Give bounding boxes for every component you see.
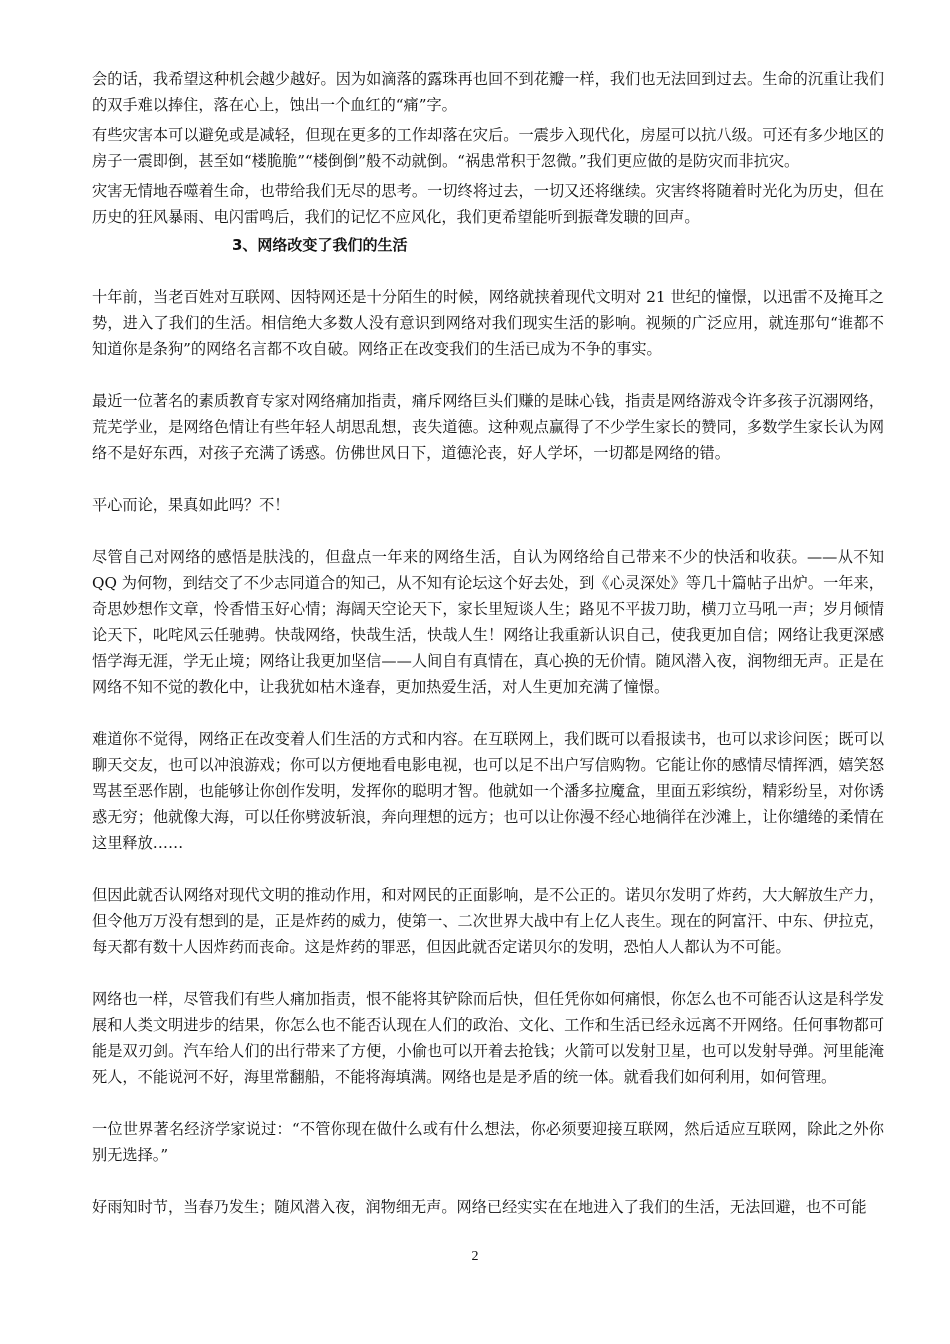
paragraph: 有些灾害本可以避免或是减轻，但现在更多的工作却落在灾后。一震步入现代化，房屋可以抗八级。可还有多少地区的房子一震即倒，甚至如“楼脆脆”“楼倒倒”般不动就倒。“祸患常积于忽微。”我们更应做的是防灾而非抗灾。 (92, 126, 884, 170)
paragraph: 会的话，我希望这种机会越少越好。因为如滴落的露珠再也回不到花瓣一样，我们也无法回到过去。生命的沉重让我们的双手难以捧住，落在心上，蚀出一个血红的“痛”字。 (92, 70, 884, 114)
paragraph: 平心而论，果真如此吗？不！ (92, 496, 290, 514)
paragraph: 网络也一样，尽管我们有些人痛加指责，恨不能将其铲除而后快，但任凭你如何痛恨，你怎么也不可能否认这是科学发展和人类文明进步的结果，你怎么也不能否认现在人们的政治、文化、工作和生活已经永远离不开网络。任何事物都可能是双刃剑。汽车给人们的出行带来了方便，小偷也可以开着去抢钱；火箭可以发射卫星，也可以发射导弹。河里能淹死人，不能说河不好，海里常翻船，不能将海填满。网络也是是矛盾的统一体。就看我们如何利用，如何管理。 (92, 990, 884, 1086)
paragraph: 好雨知时节，当春乃发生；随风潜入夜，润物细无声。网络已经实实在在地进入了我们的生活，无法回避，也不可能 (92, 1198, 867, 1216)
paragraph: 一位世界著名经济学家说过：“不管你现在做什么或有什么想法，你必须要迎接互联网，然后适应互联网，除此之外你别无选择。” (92, 1120, 884, 1164)
paragraph: 最近一位著名的素质教育专家对网络痛加指责，痛斥网络巨头们赚的是昧心钱，指责是网络游戏令许多孩子沉溺网络，荒芜学业，是网络色情让有些年轻人胡思乱想，丧失道德。这种观点赢得了不少学生家长的赞同，多数学生家长认为网络不是好东西，对孩子充满了诱惑。仿佛世风日下，道德沦丧，好人学坏，一切都是网络的错。 (92, 392, 884, 462)
page-number: 2 (471, 1249, 479, 1264)
paragraph: 但因此就否认网络对现代文明的推动作用，和对网民的正面影响，是不公正的。诺贝尔发明了炸药，大大解放生产力，但令他万万没有想到的是，正是炸药的威力，使第一、二次世界大战中有上亿人丧生。现在的阿富汗、中东、伊拉克，每天都有数十人因炸药而丧命。这是炸药的罪恶，但因此就否定诺贝尔的发明，恐怕人人都认为不可能。 (92, 886, 884, 956)
paragraph: 十年前，当老百姓对互联网、因特网还是十分陌生的时候，网络就挟着现代文明对 21 世纪的憧憬，以迅雷不及掩耳之势，进入了我们的生活。相信绝大多数人没有意识到网络对我们现实生活的影响。视频的广泛应用，就连那句“谁都不知道你是条狗”的网络名言都不攻自破。网络正在改变我们的生活已成为不争的事实。 (92, 288, 884, 358)
paragraph: 尽管自己对网络的感悟是肤浅的，但盘点一年来的网络生活，自认为网络给自己带来不少的快活和收获。——从不知 QQ 为何物，到结交了不少志同道合的知己，从不知有论坛这个好去处，到《心灵深处》等几十篇帖子出炉。一年来，奇思妙想作文章，怜香惜玉好心情；海阔天空论天下，家长里短谈人生；路见不平拔刀助，横刀立马吼一声；岁月倾情论天下，叱咤风云任驰骋。快哉网络，快哉生活，快哉人生！网络让我重新认识自己，使我更加自信；网络让我更深感悟学海无涯，学无止境；网络让我更加坚信——人间自有真情在，真心换的无价情。随风潜入夜，润物细无声。正是在网络不知不觉的教化中，让我犹如枯木逢春，更加热爱生活，对人生更加充满了憧憬。 (92, 548, 884, 696)
paragraph: 难道你不觉得，网络正在改变着人们生活的方式和内容。在互联网上，我们既可以看报读书，也可以求诊问医；既可以聊天交友，也可以冲浪游戏；你可以方便地看电影电视，也可以足不出户写信购物。它能让你的感情尽情挥洒，嬉笑怒骂甚至恶作剧，也能够让你创作发明，发挥你的聪明才智。他就如一个潘多拉魔盒，里面五彩缤纷，精彩纷呈，对你诱惑无穷；他就像大海，可以任你劈波斩浪，奔向理想的远方；也可以让你漫不经心地徜徉在沙滩上，让你缱绻的柔情在这里释放…… (92, 730, 884, 852)
section-heading: 3、网络改变了我们的生活 (232, 236, 408, 254)
page-content (92, 66, 884, 1220)
paragraph: 灾害无情地吞噬着生命，也带给我们无尽的思考。一切终将过去，一切又还将继续。灾害终将随着时光化为历史，但在历史的狂风暴雨、电闪雷鸣后，我们的记忆不应风化，我们更希望能听到振聋发聩的回声。 (92, 182, 884, 226)
